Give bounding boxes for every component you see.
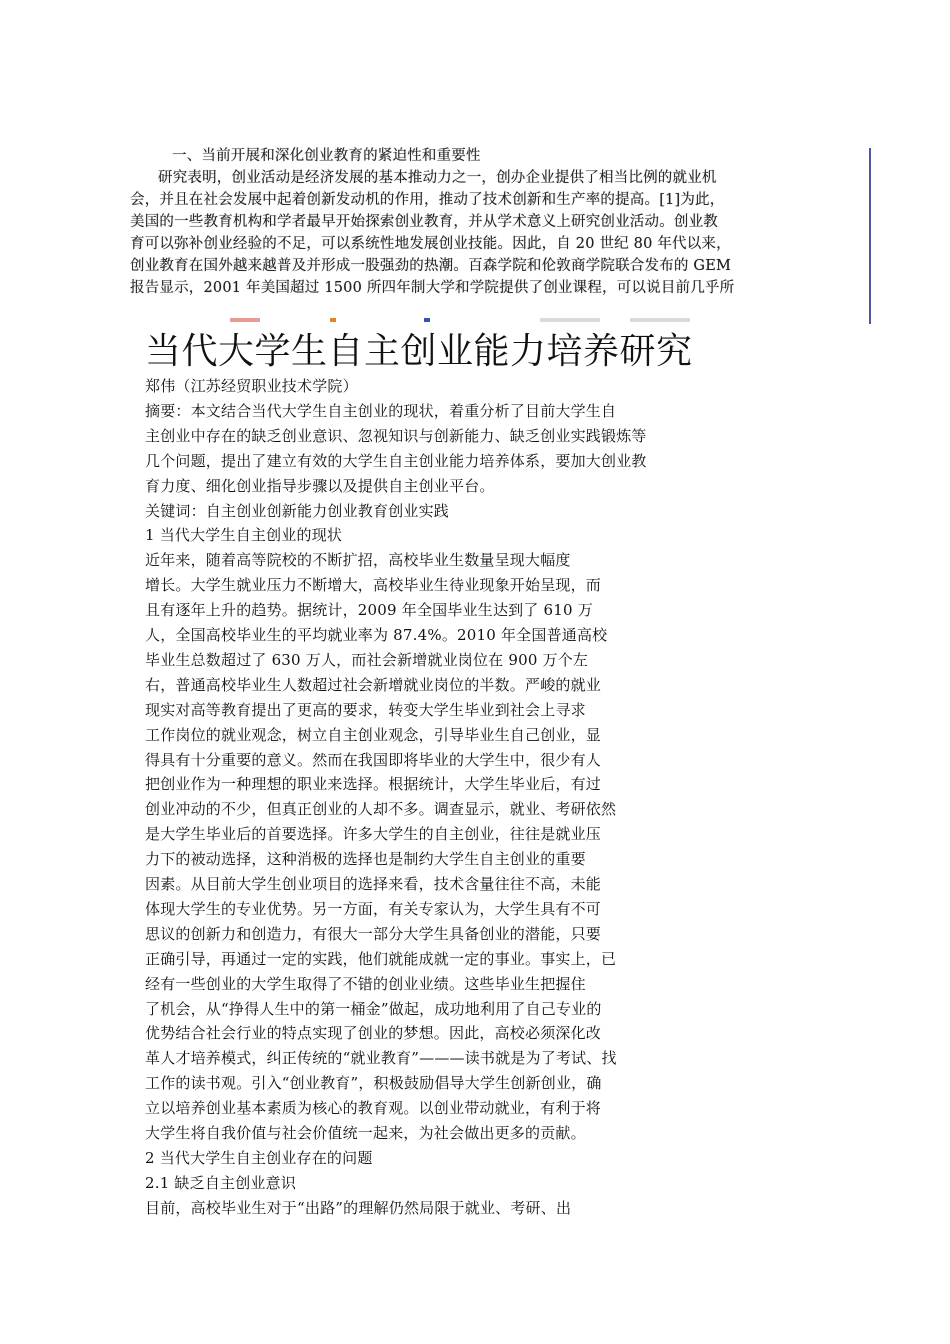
- paragraph-line: 体现大学生的专业优势。另一方面，有关专家认为，大学生具有不可: [145, 899, 602, 918]
- paragraph-line: 目前，高校毕业生对于“出路”的理解仍然局限于就业、考研、出: [145, 1198, 572, 1217]
- scan-heading: 一、当前开展和深化创业教育的紧迫性和重要性: [172, 148, 481, 164]
- paragraph-line: 了机会，从“挣得人生中的第一桶金”做起，成功地利用了自己专业的: [145, 999, 602, 1018]
- paragraph-line: 把创业作为一种理想的职业来选择。根据统计，大学生毕业后，有过: [145, 775, 602, 794]
- scan-line: 美国的一些教育机构和学者最早开始探索创业教育，并从学术意义上研究创业活动。创业教: [130, 214, 718, 230]
- paragraph-line: 是大学生毕业后的首要选择。许多大学生的自主创业，往往是就业压: [145, 825, 602, 844]
- artifact-mark: [630, 318, 690, 322]
- paragraph-line: 经有一些创业的大学生取得了不错的创业业绩。这些毕业生把握住: [145, 974, 586, 993]
- paragraph-line: 右，普通高校毕业生人数超过社会新增就业岗位的半数。严峻的就业: [145, 675, 602, 694]
- paragraph-line: 立以培养创业基本素质为核心的教育观。以创业带动就业，有利于将: [145, 1099, 602, 1118]
- artifact-mark: [540, 318, 600, 322]
- author-line: 郑伟（江苏经贸职业技术学院）: [145, 377, 358, 395]
- paragraph-line: 工作岗位的就业观念，树立自主创业观念，引导毕业生自己创业，显: [145, 725, 602, 744]
- scanned-excerpt-image: [128, 140, 868, 326]
- artifact-mark: [424, 318, 430, 322]
- paragraph-line: 育力度、细化创业指导步骤以及提供自主创业平台。: [145, 476, 495, 495]
- paragraph-line: 力下的被动选择，这种消极的选择也是制约大学生自主创业的重要: [145, 850, 586, 869]
- paragraph-line: 主创业中存在的缺乏创业意识、忽视知识与创新能力、缺乏创业实践锻炼等: [145, 426, 647, 445]
- paragraph-line: 革人才培养模式，纠正传统的“就业教育”———读书就是为了考试、找: [145, 1049, 617, 1068]
- paragraph-line: 毕业生总数超过了 630 万人，而社会新增就业岗位在 900 万个左: [145, 650, 589, 669]
- keywords-line: 关键词：自主创业创新能力创业教育创业实践: [145, 501, 450, 520]
- paragraph-line: 优势结合社会行业的特点实现了创业的梦想。因此，高校必须深化改: [145, 1024, 602, 1043]
- section-heading: 2 当代大学生自主创业存在的问题: [145, 1148, 373, 1167]
- paragraph-line: 近年来，随着高等院校的不断扩招，高校毕业生数量呈现大幅度: [145, 551, 571, 570]
- paragraph-line: 工作的读书观。引入“创业教育”，积极鼓励倡导大学生创新创业，确: [145, 1074, 602, 1093]
- paragraph-line: 思议的创新力和创造力，有很大一部分大学生具备创业的潜能，只要: [145, 924, 602, 943]
- paragraph-line: 增长。大学生就业压力不断增大，高校毕业生待业现象开始呈现，而: [145, 576, 602, 595]
- paragraph-line: 大学生将自我价值与社会价值统一起来，为社会做出更多的贡献。: [145, 1124, 586, 1142]
- paragraph-line: 创业冲动的不少，但真正创业的人却不多。调查显示，就业、考研依然: [145, 800, 617, 819]
- scan-line: 研究表明，创业活动是经济发展的基本推动力之一，创办企业提供了相当比例的就业机: [158, 170, 717, 186]
- scan-line: 会，并且在社会发展中起着创新发动机的作用，推动了技术创新和生产率的提高。[1]为此，: [130, 192, 725, 208]
- subsection-heading: 2.1 缺乏自主创业意识: [145, 1173, 297, 1192]
- scan-line: 育可以弥补创业经验的不足，可以系统性地发展创业技能。因此，自 20 世纪 80 年代以来，: [130, 236, 731, 252]
- scan-cutoff-artifacts: [230, 318, 710, 324]
- scan-edge-line: [869, 148, 871, 324]
- abstract-line: 摘要：本文结合当代大学生自主创业的现状，着重分析了目前大学生自: [145, 401, 617, 420]
- artifact-mark: [230, 318, 260, 322]
- paragraph-line: 人，全国高校毕业生的平均就业率为 87.4%。2010 年全国普通高校: [145, 626, 608, 644]
- scan-line: 创业教育在国外越来越普及并形成一股强劲的热潮。百森学院和伦敦商学院联合发布的 GEM: [130, 258, 732, 274]
- paragraph-line: 正确引导，再通过一定的实践，他们就能成就一定的事业。事实上，已: [145, 949, 617, 968]
- section-heading: 1 当代大学生自主创业的现状: [145, 526, 343, 545]
- paragraph-line: 且有逐年上升的趋势。据统计，2009 年全国毕业生达到了 610 万: [145, 601, 593, 620]
- artifact-mark: [330, 318, 336, 322]
- paragraph-line: 现实对高等教育提出了更高的要求，转变大学生毕业到社会上寻求: [145, 700, 586, 719]
- article-title: 当代大学生自主创业能力培养研究: [145, 331, 693, 372]
- paragraph-line: 几个问题，提出了建立有效的大学生自主创业能力培养体系，要加大创业教: [145, 451, 647, 470]
- paragraph-line: 因素。从目前大学生创业项目的选择来看，技术含量往往不高，未能: [145, 875, 602, 893]
- scan-line: 报告显示，2001 年美国超过 1500 所四年制大学和学院提供了创业课程，可以说目前几乎所: [130, 280, 735, 296]
- paragraph-line: 得具有十分重要的意义。然而在我国即将毕业的大学生中，很少有人: [145, 750, 602, 769]
